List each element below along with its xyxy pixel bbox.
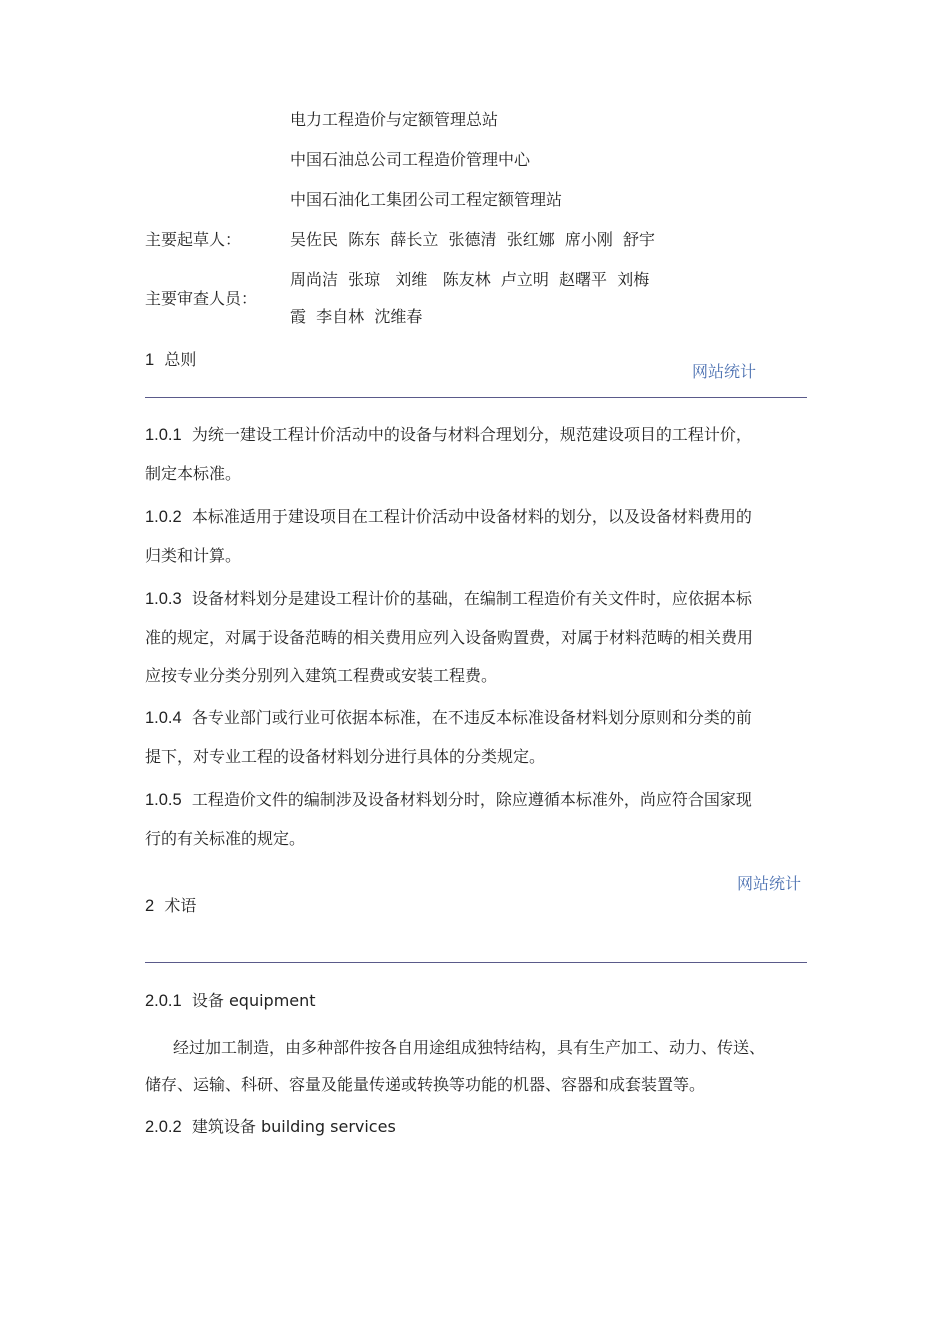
term-definition-line1: 经过加工制造，由多种部件按各自用途组成独特结构，具有生产加工、动力、传送、 xyxy=(173,1038,766,1057)
term-name: 建筑设备 building services xyxy=(191,1117,396,1136)
term-number: 2.0.1 xyxy=(145,992,182,1010)
clause-text: 本标准适用于建设项目在工程计价活动中设备材料的划分，以及设备材料费用的 xyxy=(191,507,752,526)
section2-heading xyxy=(145,896,196,916)
clause-1-0-1 xyxy=(145,425,752,445)
clause-continuation: 行的有关标准的规定。 xyxy=(145,829,306,848)
section2-divider xyxy=(145,962,807,963)
clause-number: 1.0.5 xyxy=(145,791,182,809)
clause-text: 设备材料划分是建设工程计价的基础，在编制工程造价有关文件时，应依据本标 xyxy=(191,589,752,608)
clause-continuation: 提下，对专业工程的设备材料划分进行具体的分类规定。 xyxy=(145,747,546,766)
org-1: 电力工程造价与定额管理总站 xyxy=(290,110,499,129)
clause-number: 1.0.4 xyxy=(145,709,182,727)
clause-text: 各专业部门或行业可依据本标准，在不违反本标准设备材料划分原则和分类的前 xyxy=(191,708,752,727)
term-number: 2.0.2 xyxy=(145,1118,182,1136)
term-2-0-1 xyxy=(145,991,316,1011)
clause-number: 1.0.3 xyxy=(145,590,182,608)
reviewers-names-line1: 周尚洁 张琼 刘维 陈友林 卢立明 赵曙平 刘梅 xyxy=(290,270,650,289)
clause-1-0-5 xyxy=(145,790,752,810)
term-name: 设备 equipment xyxy=(191,991,316,1010)
drafters-label: 主要起草人： xyxy=(145,230,242,249)
section2-number: 2 xyxy=(145,897,155,915)
clause-text: 为统一建设工程计价活动中的设备与材料合理划分，规范建设项目的工程计价， xyxy=(191,425,752,444)
clause-number: 1.0.1 xyxy=(145,426,182,444)
clause-continuation: 制定本标准。 xyxy=(145,464,242,483)
section1-divider xyxy=(145,397,807,398)
section1-title: 总则 xyxy=(164,350,197,369)
clause-continuation: 准的规定，对属于设备范畴的相关费用应列入设备购置费，对属于材料范畴的相关费用 xyxy=(145,628,754,647)
clause-continuation: 归类和计算。 xyxy=(145,546,242,565)
org-2: 中国石油总公司工程造价管理中心 xyxy=(290,150,531,169)
section1-heading xyxy=(145,350,196,370)
section1-stats-link[interactable]: 网站统计 xyxy=(692,362,757,381)
org-3: 中国石油化工集团公司工程定额管理站 xyxy=(290,190,563,209)
section2-title: 术语 xyxy=(164,896,197,915)
term-definition-line2: 储存、运输、科研、容量及能量传递或转换等功能的机器、容器和成套装置等。 xyxy=(145,1075,706,1094)
term-2-0-2 xyxy=(145,1117,396,1137)
drafters-names: 吴佐民 陈东 薛长立 张德清 张红娜 席小刚 舒宇 xyxy=(290,230,656,249)
clause-1-0-4 xyxy=(145,708,752,728)
reviewers-label: 主要审查人员： xyxy=(145,289,258,308)
clause-text: 工程造价文件的编制涉及设备材料划分时，除应遵循本标准外，尚应符合国家现 xyxy=(191,790,752,809)
clause-number: 1.0.2 xyxy=(145,508,182,526)
section1-number: 1 xyxy=(145,351,155,369)
clause-1-0-2 xyxy=(145,507,752,527)
section2-stats-link[interactable]: 网站统计 xyxy=(737,874,802,893)
clause-continuation: 应按专业分类分别列入建筑工程费或安装工程费。 xyxy=(145,666,498,685)
clause-1-0-3 xyxy=(145,589,752,609)
reviewers-names-line2: 霞 李自林 沈维春 xyxy=(290,307,423,326)
